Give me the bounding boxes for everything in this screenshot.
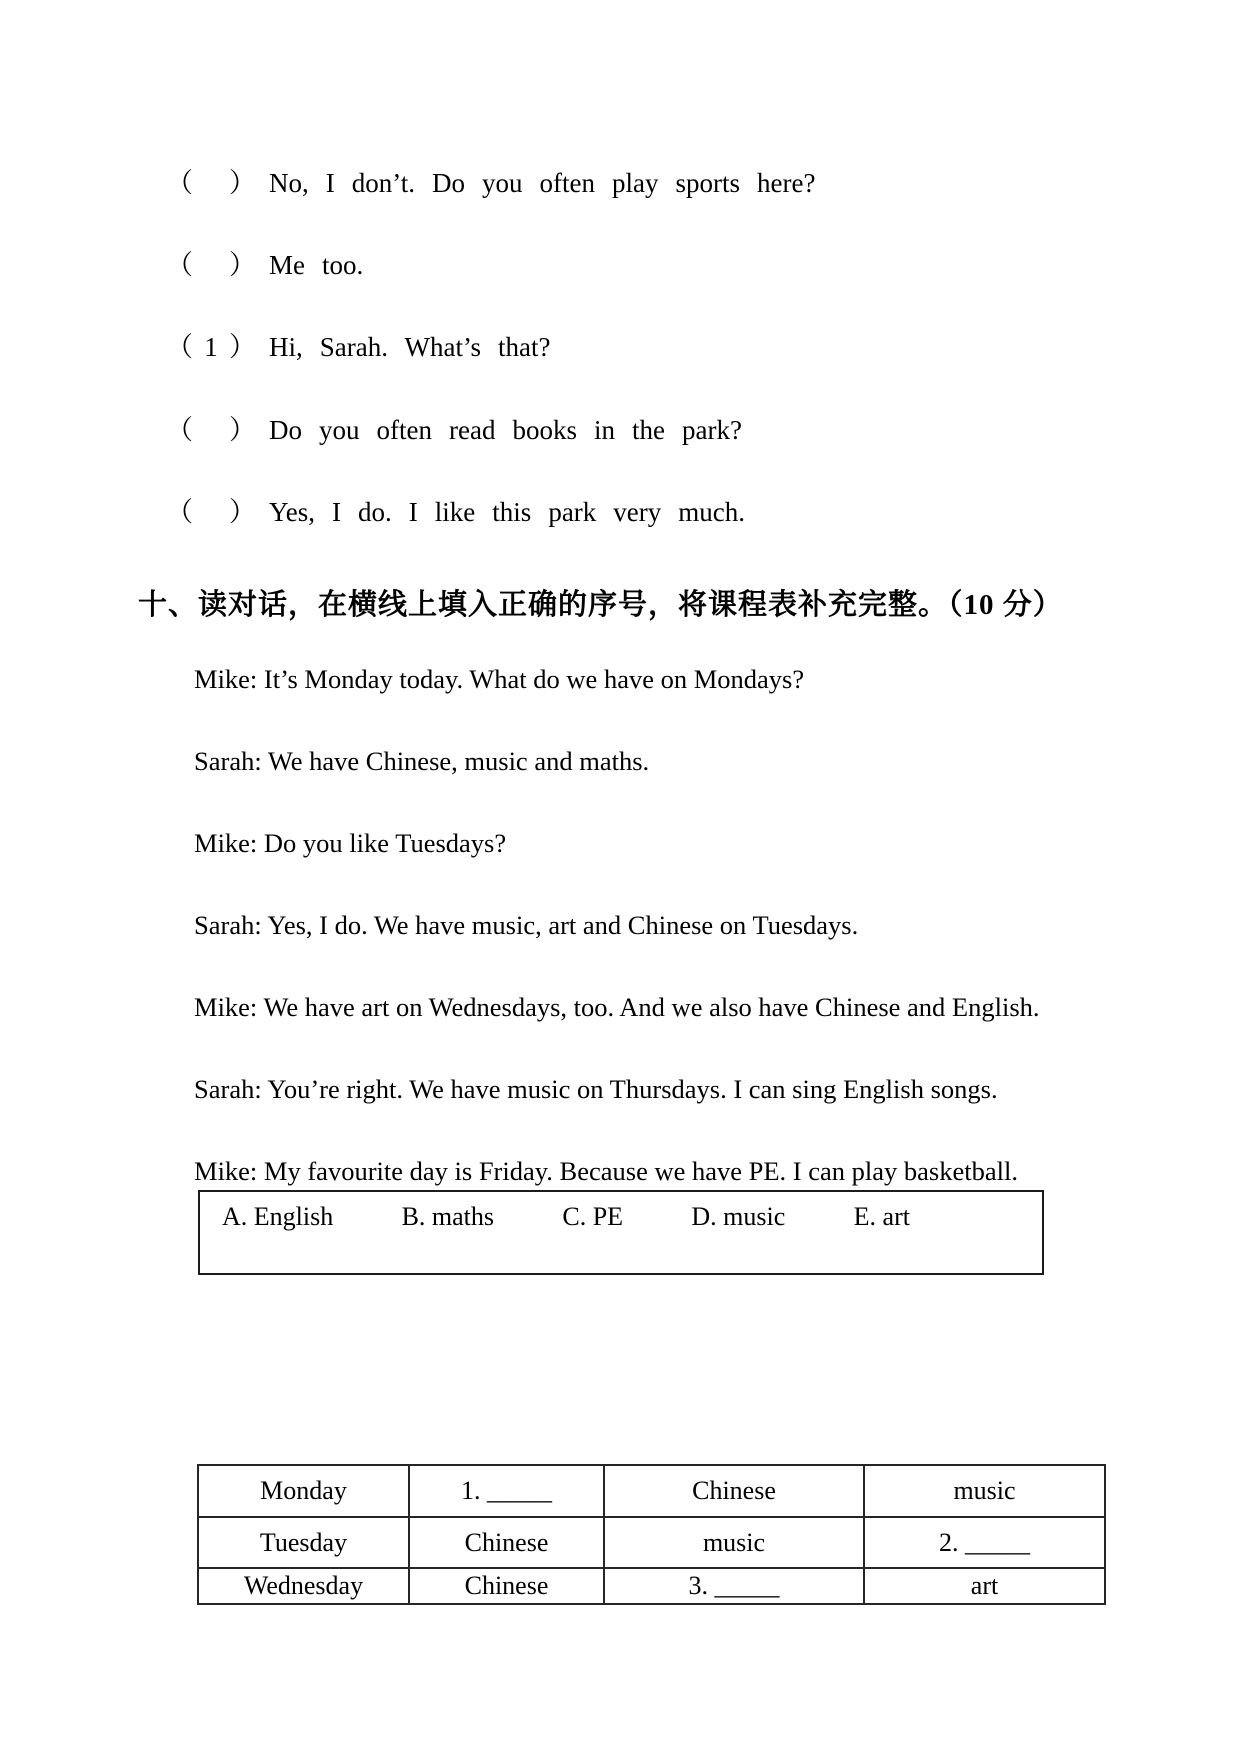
dialogue-line: Sarah: You’re right. We have music on Thursdays. I can sing English songs. [194,1074,998,1104]
close-paren: ） [229,497,256,527]
dialogue-line: Sarah: We have Chinese, music and maths. [194,746,650,776]
dialogue-line: Mike: We have art on Wednesdays, too. And we also have Chinese and English. [194,992,1040,1022]
close-paren: ） [229,168,256,198]
table-row [198,1465,1105,1517]
section-title: 十、读对话，在横线上填入正确的序号，将课程表补充完整。（10 分） [138,589,1063,621]
sentence-text: Hi, Sarah. What’s that? [269,332,551,362]
dialogue-line: Sarah: Yes, I do. We have music, art and Chinese on Tuesdays. [194,910,859,940]
sequencing-item [166,496,745,528]
table-cell-blank-2: 2. _____ [864,1517,1105,1568]
open-paren: （ [166,250,193,280]
sequencing-item [166,331,550,363]
table-cell-subject: music [604,1517,864,1568]
open-paren: （ [166,415,193,445]
option-d: D. music [691,1202,786,1231]
sequencing-item [166,167,816,199]
answer-slot: 1 [204,332,218,362]
table-row [198,1517,1105,1568]
table-cell-subject: art [864,1568,1105,1604]
table-row [198,1568,1105,1604]
table-cell-subject: Chinese [604,1465,864,1517]
sentence-text: Me too. [269,250,364,280]
sequencing-item [166,249,363,281]
option-c: C. PE [562,1202,624,1231]
open-paren: （ [166,497,193,527]
sentence-text: Yes, I do. I like this park very much. [269,497,746,527]
sentence-text: No, I don’t. Do you often play sports here? [269,168,816,198]
table-cell-day: Tuesday [198,1517,409,1568]
schedule-table [197,1464,1106,1605]
table-cell-subject: Chinese [409,1517,604,1568]
close-paren: ） [229,332,256,362]
table-cell-subject: music [864,1465,1105,1517]
open-paren: （ [166,168,193,198]
options-box [198,1190,1044,1275]
dialogue-line: Mike: It’s Monday today. What do we have on Mondays? [194,664,805,694]
sequencing-item [166,414,742,446]
dialogue-line: Mike: My favourite day is Friday. Because we have PE. I can play basketball. [194,1156,1018,1186]
table-cell-subject: Chinese [409,1568,604,1604]
open-paren: （ [166,332,193,362]
option-a: A. English [222,1202,334,1231]
table-cell-day: Monday [198,1465,409,1517]
option-e: E. art [853,1202,910,1231]
option-b: B. maths [401,1202,495,1231]
table-cell-blank-1: 1. _____ [409,1465,604,1517]
close-paren: ） [229,250,256,280]
close-paren: ） [229,415,256,445]
table-cell-blank-3: 3. _____ [604,1568,864,1604]
dialogue-line: Mike: Do you like Tuesdays? [194,828,507,858]
sentence-text: Do you often read books in the park? [269,415,742,445]
table-cell-day: Wednesday [198,1568,409,1604]
